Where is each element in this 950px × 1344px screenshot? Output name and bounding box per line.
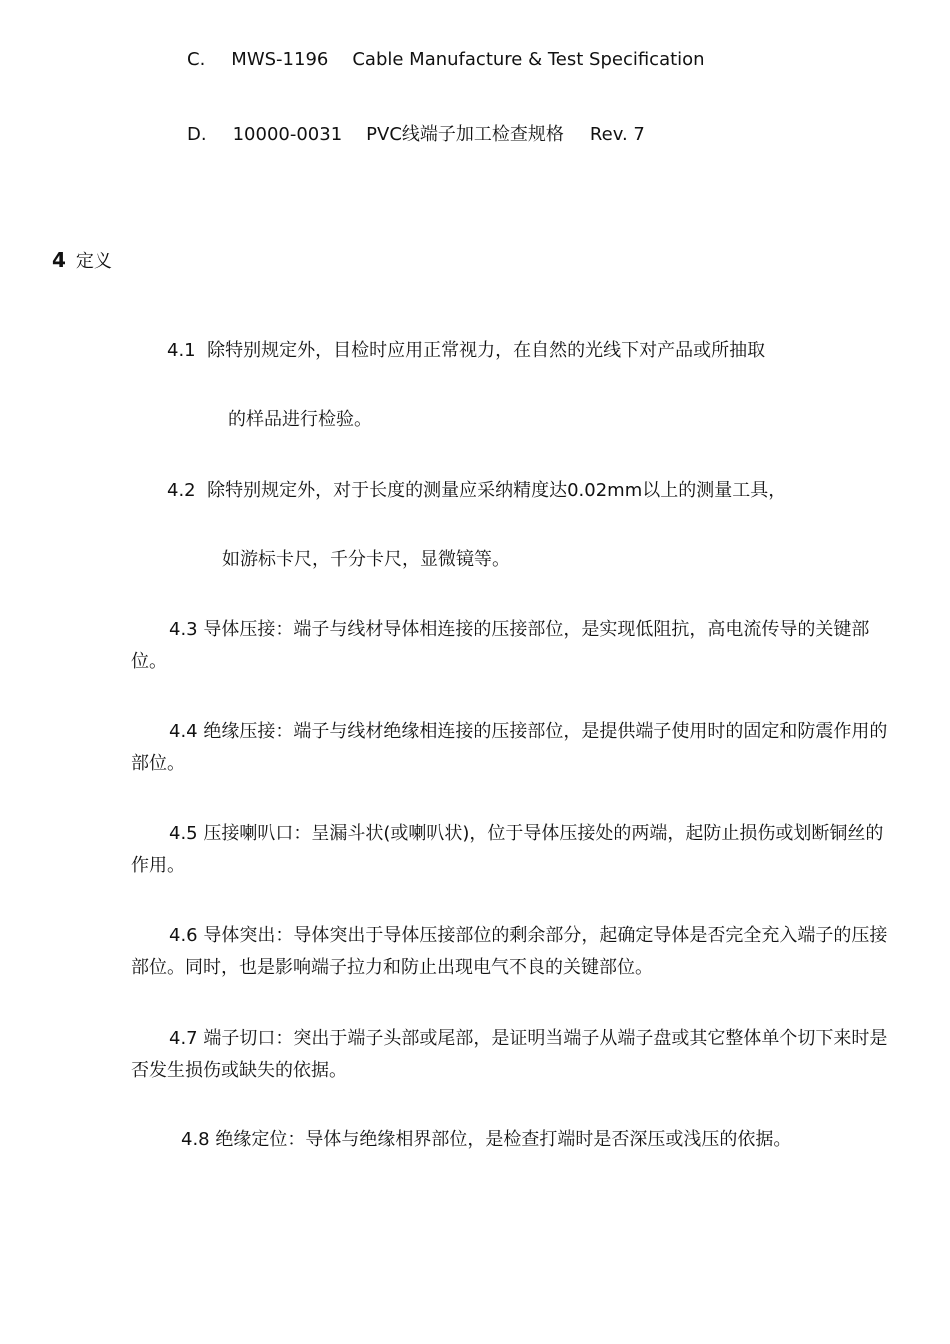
definition-4-8 xyxy=(181,1128,791,1152)
reference-letter: D. xyxy=(187,124,207,145)
definition-text: 除特别规定外，目检时应用正常视力，在自然的光线下对产品或所抽取 xyxy=(207,340,766,361)
definition-number: 4.5 xyxy=(169,823,198,844)
definition-4-7 xyxy=(131,1023,899,1087)
definition-text: 如游标卡尺，千分卡尺，显微镜等。 xyxy=(222,549,510,570)
definition-number: 4.4 xyxy=(169,721,198,742)
definition-text: 端子切口：突出于端子头部或尾部，是证明当端子从端子盘或其它整体单个切下来时是否发生损伤或缺失的依据。 xyxy=(131,1028,888,1081)
definition-4-3 xyxy=(131,614,899,678)
definition-4-1-line-2 xyxy=(228,408,372,432)
definition-number: 4.7 xyxy=(169,1028,198,1049)
definition-text: 的样品进行检验。 xyxy=(228,409,372,430)
definition-text: 导体压接：端子与线材导体相连接的压接部位，是实现低阻抗，高电流传导的关键部位。 xyxy=(131,619,870,672)
reference-item-d xyxy=(187,123,645,147)
section-heading xyxy=(52,248,112,274)
reference-title: PVC线端子加工检查规格 xyxy=(366,124,564,145)
reference-title: Cable Manufacture & Test Specification xyxy=(352,49,705,70)
definition-text: 除特别规定外，对于长度的测量应采纳精度达0.02mm以上的测量工具， xyxy=(207,480,787,501)
section-title: 定义 xyxy=(75,251,112,272)
definition-4-4 xyxy=(131,716,899,780)
definition-number: 4.8 xyxy=(181,1129,210,1150)
definition-4-6 xyxy=(131,920,899,984)
definition-number: 4.3 xyxy=(169,619,198,640)
definition-4-5 xyxy=(131,818,899,882)
reference-item-c xyxy=(187,48,705,72)
definition-4-2-line-2 xyxy=(222,548,510,572)
reference-code: 10000-0031 xyxy=(232,124,343,145)
section-number: 4 xyxy=(52,248,66,272)
reference-letter: C. xyxy=(187,49,206,70)
definition-text: 绝缘压接：端子与线材绝缘相连接的压接部位，是提供端子使用时的固定和防震作用的部位。 xyxy=(131,721,888,774)
reference-revision: Rev. 7 xyxy=(589,124,645,145)
definition-4-1-line-1 xyxy=(167,339,765,363)
definition-number: 4.6 xyxy=(169,925,198,946)
definition-number: 4.1 xyxy=(167,340,196,361)
definition-4-2-line-1 xyxy=(167,479,786,503)
definition-text: 导体突出：导体突出于导体压接部位的剩余部分，起确定导体是否完全充入端子的压接部位。同时，也是影响端子拉力和防止出现电气不良的关键部位。 xyxy=(131,925,888,978)
definition-text: 绝缘定位：导体与绝缘相界部位，是检查打端时是否深压或浅压的依据。 xyxy=(215,1129,792,1150)
definition-number: 4.2 xyxy=(167,480,196,501)
reference-code: MWS-1196 xyxy=(231,49,329,70)
definition-text: 压接喇叭口：呈漏斗状(或喇叭状)，位于导体压接处的两端，起防止损伤或划断铜丝的作用。 xyxy=(131,823,884,876)
